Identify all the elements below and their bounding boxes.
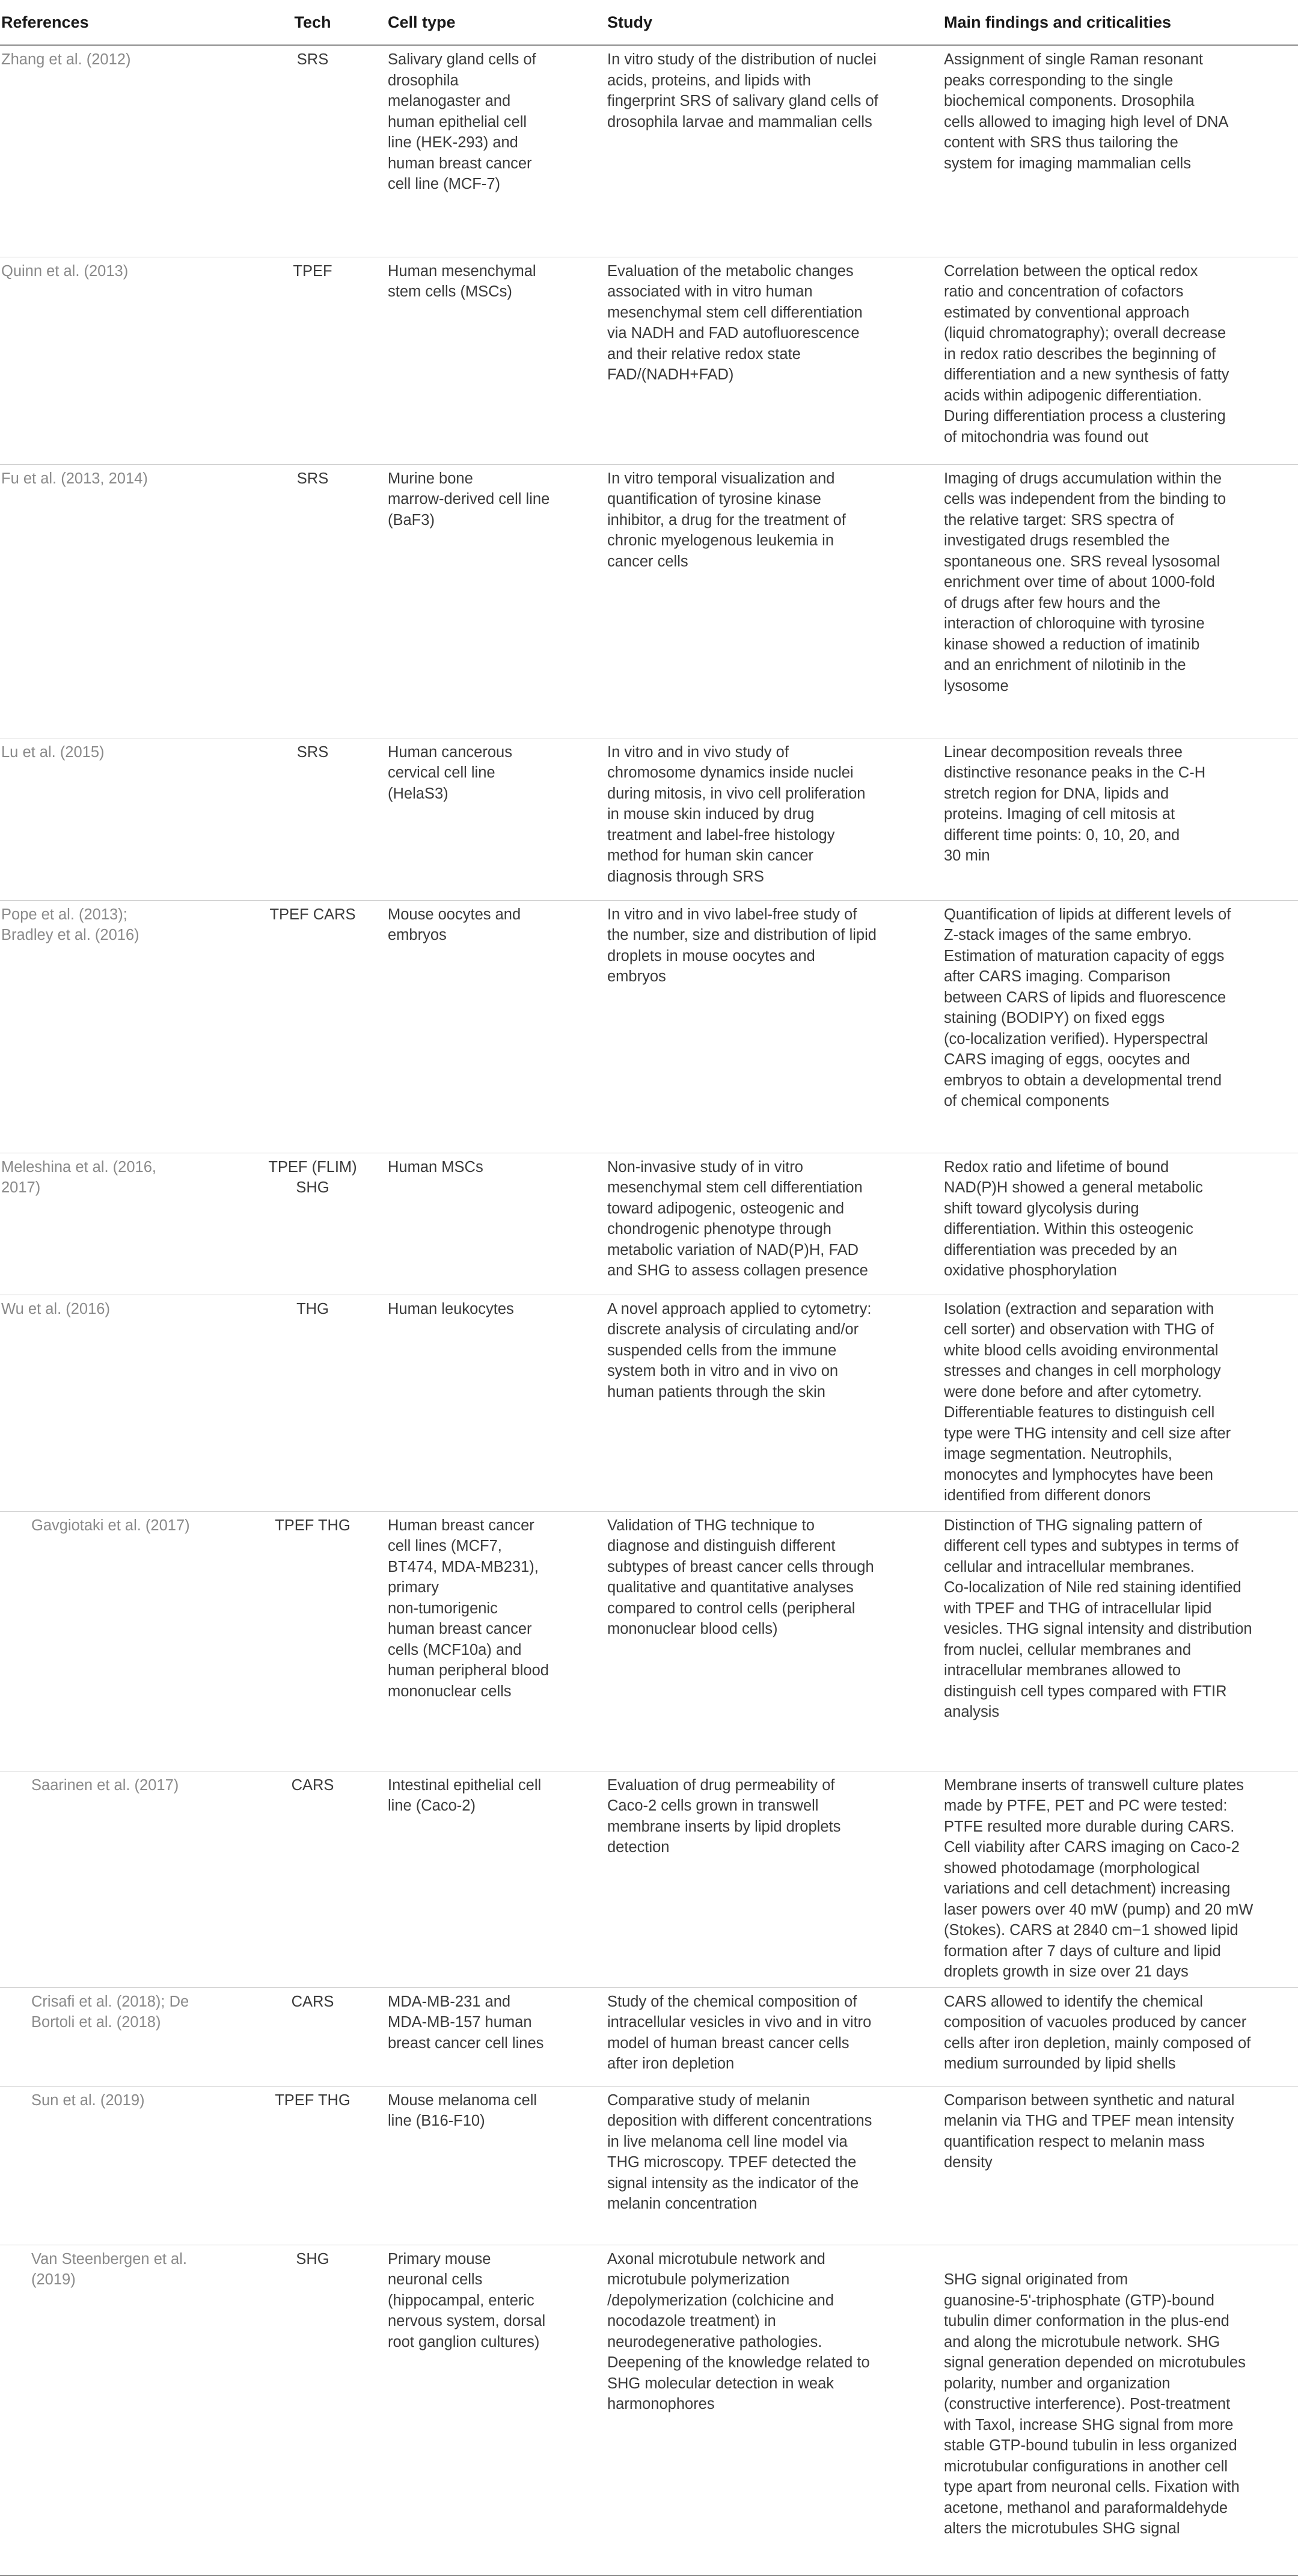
study-line: intracellular vesicles in vivo and in vitro: [607, 2014, 872, 2031]
table-row: [0, 1153, 1298, 1295]
reference-cell: [0, 257, 253, 464]
reference-line: Fu et al. (2013, 2014): [1, 470, 148, 487]
findings-line: monocytes and lymphocytes have been: [944, 1466, 1213, 1483]
findings-line: 30 min: [944, 847, 990, 864]
findings-line: (constructive interference). Post-treatment: [944, 2396, 1231, 2412]
findings-line: laser powers over 40 mW (pump) and 20 mW: [944, 1901, 1254, 1918]
reference-cell: [0, 1987, 253, 2086]
study-line: human patients through the skin: [607, 1383, 825, 1400]
findings-line: signal generation depended on microtubules: [944, 2354, 1246, 2371]
reference-line: Wu et al. (2016): [1, 1300, 110, 1317]
findings-line: acids within adipogenic differentiation.: [944, 387, 1202, 404]
cell-type-line: line (B16-F10): [388, 2112, 485, 2129]
findings-line: stretch region for DNA, lipids and: [944, 785, 1169, 802]
cell-type-line: embryos: [388, 927, 447, 943]
findings-line: (liquid chromatography); overall decrease: [944, 325, 1226, 342]
study-line: model of human breast cancer cells: [607, 2034, 850, 2052]
findings-line: after CARS imaging. Comparison: [944, 968, 1171, 985]
findings-line: cell sorter) and observation with THG of: [944, 1321, 1214, 1338]
study-line: /depolymerization (colchicine and: [607, 2292, 834, 2309]
study-line: chondrogenic phenotype through: [607, 1221, 831, 1237]
findings-line: density: [944, 2154, 993, 2171]
cell-type-line: cell line (MCF-7): [388, 176, 501, 192]
study-cell: [592, 2086, 929, 2245]
findings-line: Redox ratio and lifetime of bound: [944, 1158, 1169, 1176]
findings-line: with Taxol, increase SHG signal from more: [944, 2416, 1234, 2433]
table-row: [0, 45, 1298, 257]
reference-line: Pope et al. (2013);: [1, 906, 127, 923]
findings-line: distinguish cell types compared with FTIR: [944, 1682, 1227, 1700]
cell-type-line: Salivary gland cells of: [388, 51, 536, 68]
reference-cell: [0, 464, 253, 738]
study-line: toward adipogenic, osteogenic and: [607, 1200, 845, 1217]
reference-line: Crisafi et al. (2018); De: [31, 1993, 189, 2010]
cell-type-line: MDA-MB-231 and: [388, 1993, 511, 2010]
findings-line: Comparison between synthetic and natural: [944, 2091, 1235, 2109]
findings-cell: [929, 2086, 1298, 2245]
table-row: [0, 2086, 1298, 2245]
study-line: metabolic variation of NAD(P)H, FAD: [607, 1241, 859, 1259]
reference-cell: [0, 900, 253, 1153]
findings-cell: [929, 1771, 1298, 1987]
cell-type-line: human breast cancer: [388, 1621, 532, 1637]
tech-cell: TPEF CARS: [253, 900, 373, 1153]
tech-cell: TPEF: [253, 257, 373, 464]
findings-line: Quantification of lipids at different levels of: [944, 906, 1231, 923]
study-cell: [592, 900, 929, 1153]
tech-cell: SHG: [253, 2245, 373, 2575]
study-line: Comparative study of melanin: [607, 2091, 810, 2109]
reference-line: Quinn et al. (2013): [1, 262, 129, 280]
findings-line: Membrane inserts of transwell culture plates: [944, 1776, 1244, 1794]
header-study: Study: [592, 0, 929, 45]
study-line: mononuclear blood cells): [607, 1621, 778, 1637]
findings-line: embryos to obtain a developmental trend: [944, 1072, 1222, 1089]
table-row: [0, 1771, 1298, 1987]
study-cell: [592, 1987, 929, 2086]
findings-line: made by PTFE, PET and PC were tested:: [944, 1797, 1228, 1814]
findings-line: cells allowed to imaging high level of DNA: [944, 113, 1229, 130]
findings-line: variations and cell detachment) increasing: [944, 1880, 1231, 1897]
findings-line: type were THG intensity and cell size after: [944, 1424, 1231, 1442]
findings-line: microtubular configurations in another cell: [944, 2458, 1228, 2475]
reference-cell: [0, 1511, 253, 1771]
cell-type-line: root ganglion cultures): [388, 2333, 540, 2351]
reference-line: Sun et al. (2019): [31, 2091, 145, 2109]
findings-line: composition of vacuoles produced by cancer: [944, 2014, 1247, 2031]
findings-line: content with SRS thus tailoring the: [944, 134, 1178, 151]
findings-cell: [929, 900, 1298, 1153]
study-line: Evaluation of the metabolic changes: [607, 262, 854, 280]
findings-line: polarity, number and organization: [944, 2375, 1171, 2392]
findings-cell: [929, 1511, 1298, 1771]
findings-line: system for imaging mammalian cells: [944, 155, 1191, 172]
findings-line: Imaging of drugs accumulation within the: [944, 470, 1222, 487]
findings-line: stresses and changes in cell morphology: [944, 1363, 1221, 1379]
tech-cell: CARS: [253, 1771, 373, 1987]
study-cell: [592, 1295, 929, 1511]
findings-line: Estimation of maturation capacity of eggs: [944, 947, 1225, 964]
reference-line: Saarinen et al. (2017): [31, 1776, 179, 1794]
study-line: chronic myelogenous leukemia in: [607, 532, 834, 549]
cell-type-line: cervical cell line: [388, 764, 495, 781]
findings-line: differentiation was preceded by an: [944, 1241, 1177, 1259]
table-row: [0, 1987, 1298, 2086]
findings-line: differentiation. Within this osteogenic: [944, 1221, 1193, 1237]
cell-type-line: Human mesenchymal: [388, 262, 536, 280]
cell-type-line: drosophila: [388, 72, 459, 89]
cell-type-cell: [373, 1771, 592, 1987]
tech-cell: CARS: [253, 1987, 373, 2086]
findings-line: melanin via THG and TPEF mean intensity: [944, 2112, 1234, 2129]
cell-type-line: Mouse melanoma cell: [388, 2091, 537, 2109]
study-line: cancer cells: [607, 553, 688, 570]
cell-type-cell: [373, 45, 592, 257]
findings-line: acetone, methanol and paraformaldehyde: [944, 2499, 1228, 2516]
study-line: microtubule polymerization: [607, 2271, 790, 2288]
cell-type-line: human peripheral blood: [388, 1662, 549, 1679]
study-line: Non-invasive study of in vitro: [607, 1158, 803, 1176]
findings-line: ratio and concentration of cofactors: [944, 283, 1184, 300]
study-line: method for human skin cancer: [607, 847, 814, 864]
table-row: [0, 900, 1298, 1153]
cell-type-line: Human leukocytes: [388, 1300, 514, 1317]
cell-type-line: Intestinal epithelial cell: [388, 1776, 542, 1794]
findings-line: different time points: 0, 10, 20, and: [944, 826, 1180, 844]
findings-line: of drugs after few hours and the: [944, 594, 1161, 612]
study-line: signal intensity as the indicator of the: [607, 2174, 859, 2192]
reference-line: Bortoli et al. (2018): [31, 2014, 161, 2031]
study-line: discrete analysis of circulating and/or: [607, 1321, 859, 1338]
findings-line: type apart from neuronal cells. Fixation with: [944, 2479, 1240, 2495]
header-row: [0, 0, 1298, 45]
findings-line: SHG signal originated from: [944, 2271, 1128, 2288]
study-line: Study of the chemical composition of: [607, 1993, 857, 2010]
findings-line: between CARS of lipids and fluorescence: [944, 989, 1226, 1006]
reference-line: 2017): [1, 1179, 41, 1196]
findings-line: differentiation and a new synthesis of fatty: [944, 366, 1229, 383]
study-cell: [592, 45, 929, 257]
findings-cell: [929, 45, 1298, 257]
findings-line: white blood cells avoiding environmental: [944, 1342, 1219, 1359]
cell-type-cell: [373, 1153, 592, 1295]
study-cell: [592, 257, 929, 464]
cell-type-line: Human cancerous: [388, 743, 512, 761]
findings-line: cells after iron depletion, mainly composed of: [944, 2034, 1251, 2052]
findings-line: biochemical components. Drosophila: [944, 93, 1195, 109]
findings-line: Linear decomposition reveals three: [944, 743, 1183, 761]
table-row: [0, 2245, 1298, 2575]
reference-line: Zhang et al. (2012): [1, 51, 131, 68]
study-line: after iron depletion: [607, 2055, 735, 2072]
study-line: treatment and label-free histology: [607, 826, 835, 844]
findings-line: the relative target: SRS spectra of: [944, 511, 1174, 529]
findings-line: stable GTP-bound tubulin in less organized: [944, 2437, 1237, 2454]
study-line: Evaluation of drug permeability of: [607, 1776, 835, 1794]
findings-line: medium surrounded by lipid shells: [944, 2055, 1176, 2072]
findings-line: kinase showed a reduction of imatinib: [944, 636, 1200, 653]
findings-cell: [929, 257, 1298, 464]
study-line: and SHG to assess collagen presence: [607, 1262, 868, 1279]
findings-line: staining (BODIPY) on fixed eggs: [944, 1010, 1165, 1026]
findings-line: peaks corresponding to the single: [944, 72, 1174, 89]
cell-type-line: nervous system, dorsal: [388, 2313, 546, 2329]
cell-type-line: stem cells (MSCs): [388, 283, 512, 300]
tech-cell: SRS: [253, 738, 373, 900]
cell-type-line: MDA-MB-157 human: [388, 2014, 532, 2031]
findings-line: of mitochondria was found out: [944, 428, 1149, 446]
reference-cell: [0, 738, 253, 900]
findings-line: and along the microtubule network. SHG: [944, 2333, 1220, 2351]
findings-line: (co-localization verified). Hyperspectral: [944, 1030, 1208, 1047]
study-line: mesenchymal stem cell differentiation: [607, 304, 863, 321]
study-line: droplets in mouse oocytes and: [607, 947, 815, 964]
findings-line: droplets growth in size over 21 days: [944, 1963, 1189, 1980]
reference-line: (2019): [31, 2271, 76, 2288]
cell-type-cell: [373, 1295, 592, 1511]
cell-type-cell: [373, 257, 592, 464]
cell-type-line: line (HEK-293) and: [388, 134, 518, 151]
cell-type-line: Human MSCs: [388, 1158, 483, 1176]
cell-type-line: mononuclear cells: [388, 1682, 512, 1700]
study-line: In vitro temporal visualization and: [607, 470, 835, 487]
study-line: associated with in vitro human: [607, 283, 813, 300]
findings-cell: [929, 738, 1298, 900]
cell-type-cell: [373, 1987, 592, 2086]
table-row: [0, 1295, 1298, 1511]
study-line: the number, size and distribution of lipid: [607, 927, 877, 943]
table-row: [0, 257, 1298, 464]
reference-cell: [0, 45, 253, 257]
study-cell: [592, 464, 929, 738]
findings-line: of chemical components: [944, 1093, 1109, 1109]
findings-line: and an enrichment of nilotinib in the: [944, 657, 1186, 673]
cell-type-line: marrow-derived cell line: [388, 491, 550, 508]
study-line: during mitosis, in vivo cell proliferation: [607, 785, 866, 802]
findings-line: CARS allowed to identify the chemical: [944, 1993, 1203, 2010]
reference-line: Gavgiotaki et al. (2017): [31, 1516, 190, 1534]
study-line: membrane inserts by lipid droplets: [607, 1818, 841, 1835]
cell-type-line: Mouse oocytes and: [388, 906, 521, 923]
study-line: qualitative and quantitative analyses: [607, 1579, 854, 1596]
header-findings: Main findings and criticalities: [929, 0, 1298, 45]
reference-cell: [0, 1771, 253, 1987]
findings-line: guanosine-5'-triphosphate (GTP)-bound: [944, 2292, 1214, 2309]
findings-line: interaction of chloroquine with tyrosine: [944, 615, 1205, 632]
study-cell: [592, 1153, 929, 1295]
reference-cell: [0, 2245, 253, 2575]
reference-line: Meleshina et al. (2016,: [1, 1158, 156, 1176]
cell-type-cell: [373, 464, 592, 738]
tech-cell: SRS: [253, 45, 373, 257]
findings-line: showed photodamage (morphological: [944, 1859, 1200, 1877]
study-line: suspended cells from the immune: [607, 1342, 837, 1359]
cell-type-line: breast cancer cell lines: [388, 2034, 544, 2052]
cell-type-line: Human breast cancer: [388, 1516, 534, 1534]
findings-line: investigated drugs resembled the: [944, 532, 1170, 549]
findings-line: from nuclei, cellular membranes and: [944, 1641, 1192, 1658]
cell-type-cell: [373, 2245, 592, 2575]
cell-type-line: BT474, MDA-MB231),: [388, 1558, 539, 1575]
study-line: In vitro and in vivo study of: [607, 743, 789, 761]
findings-cell: [929, 464, 1298, 738]
reference-line: Lu et al. (2015): [1, 743, 105, 761]
study-line: detection: [607, 1839, 670, 1856]
findings-line: identified from different donors: [944, 1487, 1151, 1504]
reference-line: Bradley et al. (2016): [1, 927, 139, 943]
study-line: THG microscopy. TPEF detected the: [607, 2154, 857, 2171]
study-line: deposition with different concentrations: [607, 2112, 872, 2129]
cell-type-line: neuronal cells: [388, 2271, 483, 2288]
findings-line: Co-localization of Nile red staining identified: [944, 1579, 1241, 1596]
study-cell: [592, 738, 929, 900]
cell-type-line: Murine bone: [388, 470, 473, 487]
findings-line: vesicles. THG signal intensity and distribution: [944, 1621, 1252, 1637]
findings-cell: [929, 1987, 1298, 2086]
study-line: acids, proteins, and lipids with: [607, 72, 811, 89]
findings-cell: [929, 1153, 1298, 1295]
findings-line: (Stokes). CARS at 2840 cm−1 showed lipid: [944, 1922, 1238, 1939]
findings-line: CARS imaging of eggs, oocytes and: [944, 1051, 1190, 1068]
findings-line: Correlation between the optical redox: [944, 262, 1198, 280]
tech-cell: TPEF THG: [253, 1511, 373, 1771]
cell-type-cell: [373, 900, 592, 1153]
cell-type-line: Primary mouse: [388, 2250, 491, 2268]
study-line: chromosome dynamics inside nuclei: [607, 764, 854, 781]
header-tech: Tech: [253, 0, 373, 45]
cell-type-cell: [373, 2086, 592, 2245]
findings-line: lysosome: [944, 677, 1009, 695]
cell-type-line: cells (MCF10a) and: [388, 1641, 522, 1658]
findings-line: PTFE resulted more durable during CARS.: [944, 1818, 1235, 1835]
study-line: in live melanoma cell line model via: [607, 2133, 848, 2150]
cell-type-line: primary: [388, 1579, 439, 1596]
findings-line: image segmentation. Neutrophils,: [944, 1446, 1172, 1462]
study-line: fingerprint SRS of salivary gland cells of: [607, 93, 878, 109]
findings-line: different cell types and subtypes in terms of: [944, 1538, 1238, 1554]
study-line: compared to control cells (peripheral: [607, 1599, 856, 1617]
findings-line: shift toward glycolysis during: [944, 1200, 1139, 1217]
tech-cell: TPEF (FLIM) SHG: [253, 1153, 373, 1295]
study-line: subtypes of breast cancer cells through: [607, 1558, 874, 1575]
study-line: A novel approach applied to cytometry:: [607, 1300, 872, 1317]
findings-line: Distinction of THG signaling pattern of: [944, 1516, 1202, 1534]
reference-cell: [0, 1153, 253, 1295]
study-cell: [592, 1511, 929, 1771]
cell-type-line: melanogaster and: [388, 93, 511, 109]
findings-line: cells was independent from the binding to: [944, 491, 1226, 508]
findings-line: tubulin dimer conformation in the plus-end: [944, 2313, 1229, 2329]
findings-line: in redox ratio describes the beginning of: [944, 345, 1216, 363]
study-line: harmonophores: [607, 2396, 715, 2412]
study-line: in mouse skin induced by drug: [607, 806, 815, 823]
cell-type-cell: [373, 738, 592, 900]
findings-line: cellular and intracellular membranes.: [944, 1558, 1195, 1575]
study-line: Axonal microtubule network and: [607, 2250, 825, 2268]
table-row: [0, 464, 1298, 738]
tech-cell: THG: [253, 1295, 373, 1511]
table-row: [0, 738, 1298, 900]
findings-line: Differentiable features to distinguish cell: [944, 1404, 1215, 1421]
findings-line: with TPEF and THG of intracellular lipid: [944, 1599, 1212, 1617]
findings-line: Z-stack images of the same embryo.: [944, 927, 1192, 943]
findings-line: Cell viability after CARS imaging on Caco-2: [944, 1839, 1240, 1856]
reference-line: Van Steenbergen et al.: [31, 2250, 187, 2268]
study-line: In vitro and in vivo label-free study of: [607, 906, 857, 923]
findings-line: Assignment of single Raman resonant: [944, 51, 1203, 68]
table-row: [0, 1511, 1298, 1771]
findings-line: [944, 2249, 1287, 2270]
study-line: melanin concentration: [607, 2195, 758, 2212]
header-references: References: [0, 0, 253, 45]
cell-type-line: human breast cancer: [388, 155, 532, 172]
study-line: diagnosis through SRS: [607, 868, 764, 885]
study-line: FAD/(NADH+FAD): [607, 366, 734, 383]
findings-line: alters the microtubules SHG signal: [944, 2520, 1180, 2537]
findings-line: proteins. Imaging of cell mitosis at: [944, 806, 1175, 823]
study-line: system both in vitro and in vivo on: [607, 1363, 839, 1379]
study-line: nocodazole treatment) in: [607, 2313, 776, 2329]
study-cell: [592, 2245, 929, 2575]
findings-line: estimated by conventional approach: [944, 304, 1190, 321]
reference-cell: [0, 2086, 253, 2245]
findings-line: were done before and after cytometry.: [944, 1383, 1202, 1400]
cell-type-line: line (Caco-2): [388, 1797, 476, 1814]
cell-type-line: (hippocampal, enteric: [388, 2292, 534, 2309]
study-line: SHG molecular detection in weak: [607, 2375, 834, 2392]
cell-type-line: (BaF3): [388, 511, 435, 529]
tech-cell: SRS: [253, 464, 373, 738]
tech-cell: TPEF THG: [253, 2086, 373, 2245]
cell-type-line: human epithelial cell: [388, 113, 527, 130]
study-line: inhibitor, a drug for the treatment of: [607, 511, 846, 529]
study-line: In vitro study of the distribution of nuclei: [607, 51, 877, 68]
cell-type-line: non-tumorigenic: [388, 1599, 498, 1617]
findings-line: Isolation (extraction and separation with: [944, 1300, 1214, 1317]
study-cell: [592, 1771, 929, 1987]
findings-line: oxidative phosphorylation: [944, 1262, 1117, 1279]
findings-line: NAD(P)H showed a general metabolic: [944, 1179, 1203, 1196]
study-line: drosophila larvae and mammalian cells: [607, 113, 872, 130]
study-line: and their relative redox state: [607, 345, 801, 363]
findings-line: intracellular membranes allowed to: [944, 1662, 1181, 1679]
study-line: Caco-2 cells grown in transwell: [607, 1797, 819, 1814]
study-line: Deepening of the knowledge related to: [607, 2354, 870, 2371]
cell-type-line: (HelaS3): [388, 785, 448, 802]
reference-cell: [0, 1295, 253, 1511]
cell-type-cell: [373, 1511, 592, 1771]
findings-line: quantification respect to melanin mass: [944, 2133, 1205, 2150]
study-line: mesenchymal stem cell differentiation: [607, 1179, 863, 1196]
study-line: via NADH and FAD autofluorescence: [607, 325, 860, 342]
header-cell-type: Cell type: [373, 0, 592, 45]
findings-line: formation after 7 days of culture and lipid: [944, 1942, 1221, 1960]
findings-line: distinctive resonance peaks in the C-H: [944, 764, 1206, 781]
study-line: neurodegenerative pathologies.: [607, 2333, 822, 2351]
findings-cell: [929, 1295, 1298, 1511]
findings-line: During differentiation process a clustering: [944, 408, 1226, 425]
findings-line: spontaneous one. SRS reveal lysosomal: [944, 553, 1220, 570]
findings-line: analysis: [944, 1704, 1000, 1720]
findings-cell: [929, 2245, 1298, 2575]
study-line: diagnose and distinguish different: [607, 1538, 836, 1554]
study-line: embryos: [607, 968, 666, 985]
findings-line: enrichment over time of about 1000-fold: [944, 574, 1215, 590]
study-line: Validation of THG technique to: [607, 1516, 815, 1534]
study-line: quantification of tyrosine kinase: [607, 491, 821, 508]
cell-type-line: cell lines (MCF7,: [388, 1538, 502, 1554]
